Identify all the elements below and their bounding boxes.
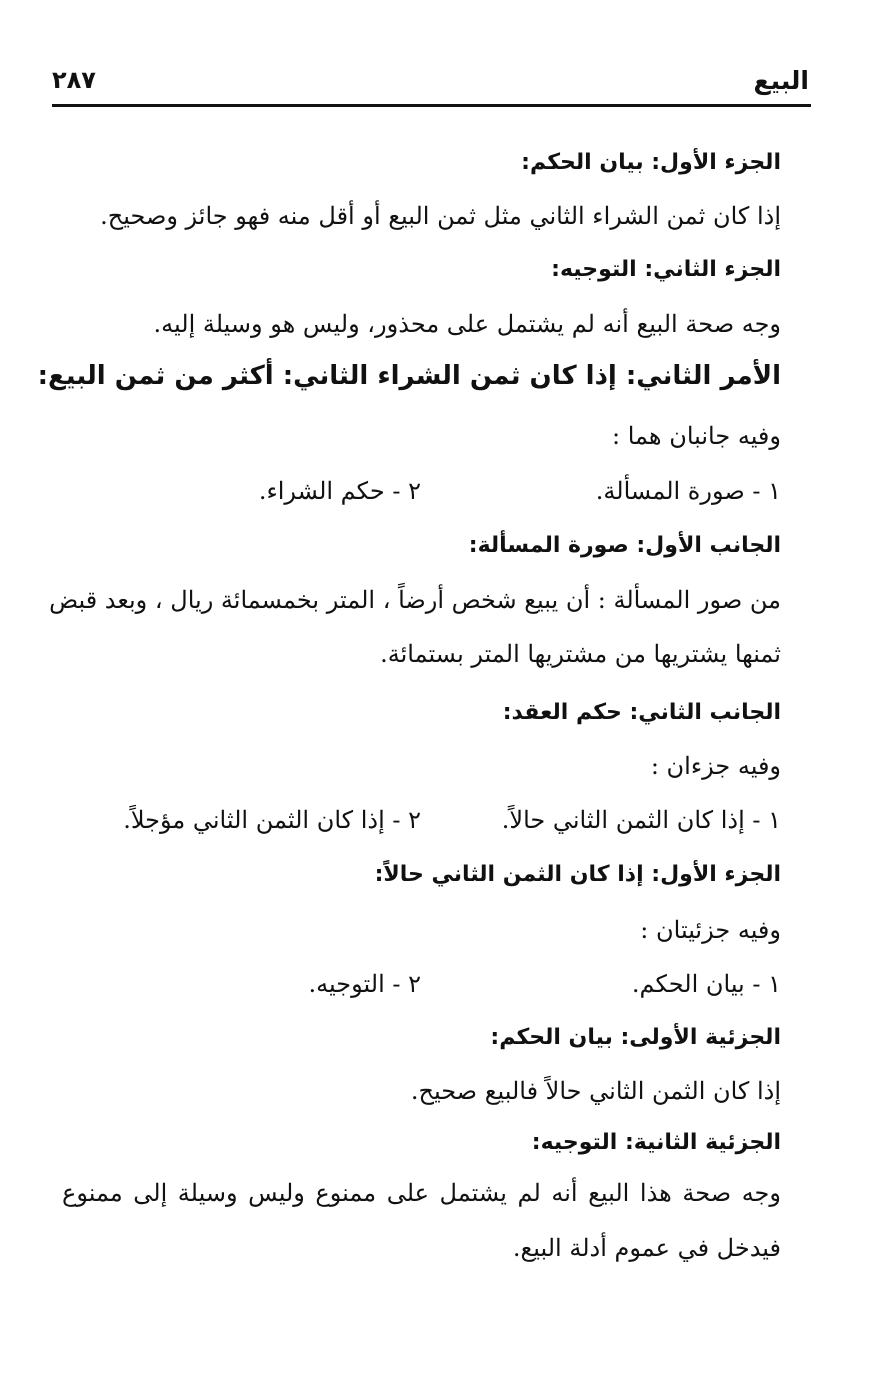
header-rule bbox=[52, 104, 811, 107]
paragraph-line: ثمنها يشتريها من مشتريها المتر بستمائة. bbox=[380, 640, 781, 668]
chapter-title: البيع bbox=[753, 66, 809, 95]
paragraph-line: إذا كان ثمن الشراء الثاني مثل ثمن البيع أو أقل منه فهو جائز وصحيح. bbox=[100, 202, 781, 230]
list-item: ١ - بيان الحكم. bbox=[631, 970, 781, 998]
subheading-aspect-one: الجانب الأول: صورة المسألة: bbox=[468, 533, 781, 558]
paragraph-line: إذا كان الثمن الثاني حالاً فالبيع صحيح. bbox=[410, 1077, 781, 1105]
list-item: ١ - صورة المسألة. bbox=[595, 477, 781, 505]
page-number: ٢٨٧ bbox=[52, 66, 96, 94]
list-item: ٢ - حكم الشراء. bbox=[258, 477, 421, 505]
paragraph-line: من صور المسألة : أن يبيع شخص أرضاً ، المتر بخمسمائة ريال ، وبعد قبض bbox=[49, 586, 781, 614]
list-item: ٢ - التوجيه. bbox=[308, 970, 421, 998]
running-header bbox=[52, 66, 809, 106]
subheading-part-one-ruling: الجزء الأول: بيان الحكم: bbox=[521, 150, 781, 175]
subheading-aspect-two: الجانب الثاني: حكم العقد: bbox=[502, 700, 781, 725]
paragraph-line: وفيه جزءان : bbox=[650, 752, 781, 780]
subheading-sub-two: الجزئية الثانية: التوجيه: bbox=[531, 1130, 781, 1155]
list-item: ١ - إذا كان الثمن الثاني حالاً. bbox=[501, 806, 781, 834]
paragraph-line: وفيه جزئيتان : bbox=[640, 916, 781, 944]
section-heading-second-matter: الأمر الثاني: إذا كان ثمن الشراء الثاني: أكثر من ثمن البيع: bbox=[37, 361, 781, 391]
paragraph-line: وجه صحة البيع أنه لم يشتمل على محذور، وليس هو وسيلة إليه. bbox=[153, 310, 781, 338]
paragraph-line: وجه صحة هذا البيع أنه لم يشتمل على ممنوع وليس وسيلة إلى ممنوع bbox=[62, 1179, 781, 1207]
list-item: ٢ - إذا كان الثمن الثاني مؤجلاً. bbox=[123, 806, 421, 834]
paragraph-line: فيدخل في عموم أدلة البيع. bbox=[512, 1234, 781, 1262]
subheading-part-two-reasoning: الجزء الثاني: التوجيه: bbox=[551, 257, 781, 282]
paragraph-line: وفيه جانبان هما : bbox=[612, 422, 781, 450]
subheading-part-one-immediate: الجزء الأول: إذا كان الثمن الثاني حالاً: bbox=[374, 862, 781, 887]
subheading-sub-one: الجزئية الأولى: بيان الحكم: bbox=[490, 1025, 781, 1050]
